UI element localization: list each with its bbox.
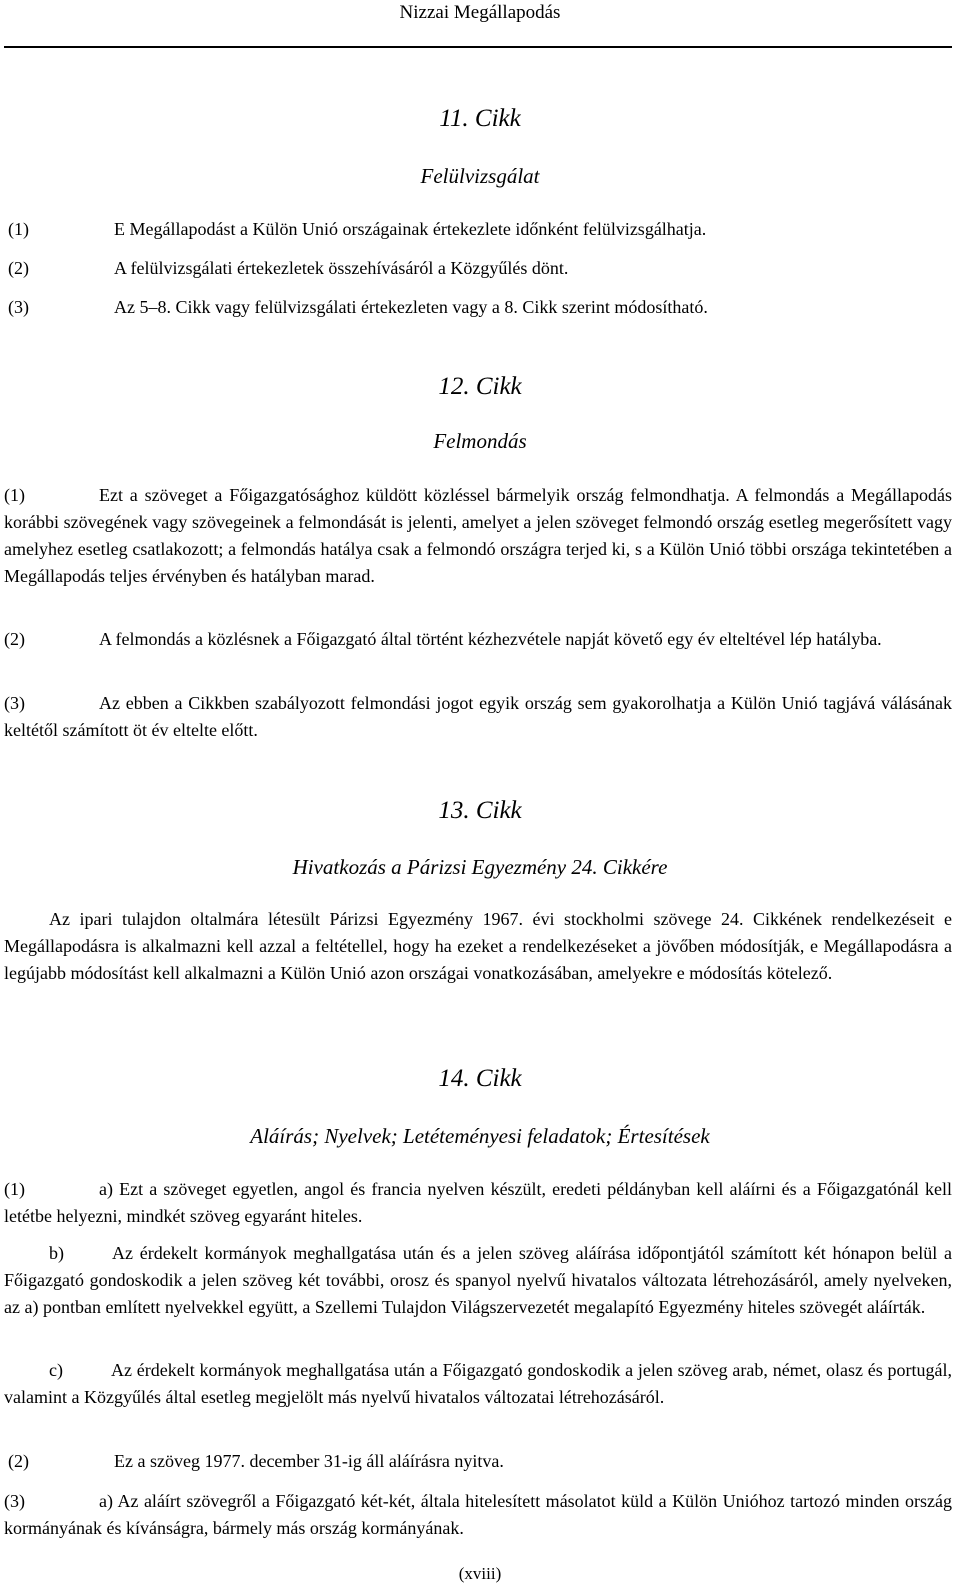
paragraph-number: (1) xyxy=(4,485,25,505)
article-11-number: 11. Cikk xyxy=(439,105,521,132)
paragraph-text: Ez a szöveg 1977. december 31-ig áll aláírásra nyitva. xyxy=(114,1451,504,1471)
article-13-number: 13. Cikk xyxy=(438,797,522,824)
point-label: c) xyxy=(49,1360,63,1380)
running-header: Nizzai Megállapodás xyxy=(399,2,561,23)
paragraph-number: (2) xyxy=(4,629,25,649)
article-12-number: 12. Cikk xyxy=(438,373,522,400)
article-12-paragraph-1 xyxy=(4,482,952,590)
article-14-paragraph-1c xyxy=(4,1357,952,1411)
paragraph-text: a) Ezt a szöveget egyetlen, angol és francia nyelven készült, eredeti példányban kell aláírni és a Főigazgatónál kell letétbe helyezni, mindkét szöveg egyaránt hiteles. xyxy=(4,1179,952,1226)
header-rule xyxy=(4,46,952,48)
article-14-title: Aláírás; Nyelvek; Letéteményesi feladatok; Értesítések xyxy=(250,1124,710,1148)
paragraph-number: (3) xyxy=(4,1491,25,1511)
paragraph-text: Ezt a szöveget a Főigazgatósághoz küldött közléssel bármelyik ország felmondhatja. A felmondás a Megállapodás korábbi szövegének vagy szövegeinek a felmondását is jelenti, amelyet a jelen szöveget felmondó ország esetleg megerősített vagy amelyhez esetleg csatlakozott; a felmondás hatálya csak a felmondó országra terjed ki, s a Külön Unió többi országa tekintetében a Megállapodás teljes érvényben és hatályban marad. xyxy=(4,485,952,586)
article-14-paragraph-3a xyxy=(4,1488,952,1542)
item-text: Az 5–8. Cikk vagy felülvizsgálati értekezleten vagy a 8. Cikk szerint módosítható. xyxy=(114,297,708,317)
paragraph-text: A felmondás a közlésnek a Főigazgató által történt kézhezvétele napját követő egy év elteltével lép hatályba. xyxy=(99,629,882,649)
article-14-paragraph-1a xyxy=(4,1176,952,1230)
article-12-paragraph-3 xyxy=(4,690,952,744)
page-number: (xviii) xyxy=(458,1564,502,1583)
item-number: (2) xyxy=(8,258,29,278)
paragraph-text: Az érdekelt kormányok meghallgatása után és a jelen szöveg aláírása időpontjától számított két hónapon belül a Főigazgató gondoskodik a jelen szöveg két további, orosz és spanyol nyelvű hivatalos változata létrehozásáról, amely nyelveken, az a) pontban említett nyelvekkel együtt, a Szellemi Tulajdon Világszervezetét megalapító Egyezmény hiteles szövegét aláírták. xyxy=(4,1243,952,1317)
paragraph-number: (1) xyxy=(4,1179,25,1199)
article-14-number: 14. Cikk xyxy=(438,1065,522,1092)
item-text: E Megállapodást a Külön Unió országainak értekezlete időnként felülvizsgálhatja. xyxy=(114,219,707,239)
paragraph-number: (2) xyxy=(8,1451,29,1471)
article-12-paragraph-2 xyxy=(4,626,952,653)
article-12-title: Felmondás xyxy=(433,429,527,453)
article-14-paragraph-1b xyxy=(4,1240,952,1321)
paragraph-text: a) Az aláírt szövegről a Főigazgató két-két, általa hitelesített másolatot küld a Külön Unióhoz tartozó minden ország kormányának és kívánságra, bármely más ország kormányának. xyxy=(4,1491,952,1538)
item-number: (1) xyxy=(8,219,29,239)
item-text: A felülvizsgálati értekezletek összehívásáról a Közgyűlés dönt. xyxy=(114,258,569,278)
article-13-title: Hivatkozás a Párizsi Egyezmény 24. Cikkére xyxy=(292,855,668,879)
article-11-title: Felülvizsgálat xyxy=(420,164,540,188)
point-label: b) xyxy=(49,1243,64,1263)
article-13-text xyxy=(4,906,952,987)
paragraph-text: Az ipari tulajdon oltalmára létesült Párizsi Egyezmény 1967. évi stockholmi szövege 24. Cikkének rendelkezéseit e Megállapodásra is alkalmazni kell azzal a feltétellel, hogy ha ezeket a rendelkezéseket a jövőben módosítják, e Megállapodásra a legújabb módosítást kell alkalmazni a Külön Unió azon országai vonatkozásában, amelyekre e módosítás kötelező. xyxy=(4,909,952,983)
paragraph-number: (3) xyxy=(4,693,25,713)
item-number: (3) xyxy=(8,297,29,317)
paragraph-text: Az ebben a Cikkben szabályozott felmondási jogot egyik ország sem gyakorolhatja a Külön Unió tagjává válásának keltétől számított öt év eltelte előtt. xyxy=(4,693,952,740)
paragraph-text: Az érdekelt kormányok meghallgatása után a Főigazgató gondoskodik a jelen szöveg arab, német, olasz és portugál, valamint a Közgyűlés által esetleg megjelölt más nyelvű hivatalos változatai létrehozásáról. xyxy=(4,1360,952,1407)
